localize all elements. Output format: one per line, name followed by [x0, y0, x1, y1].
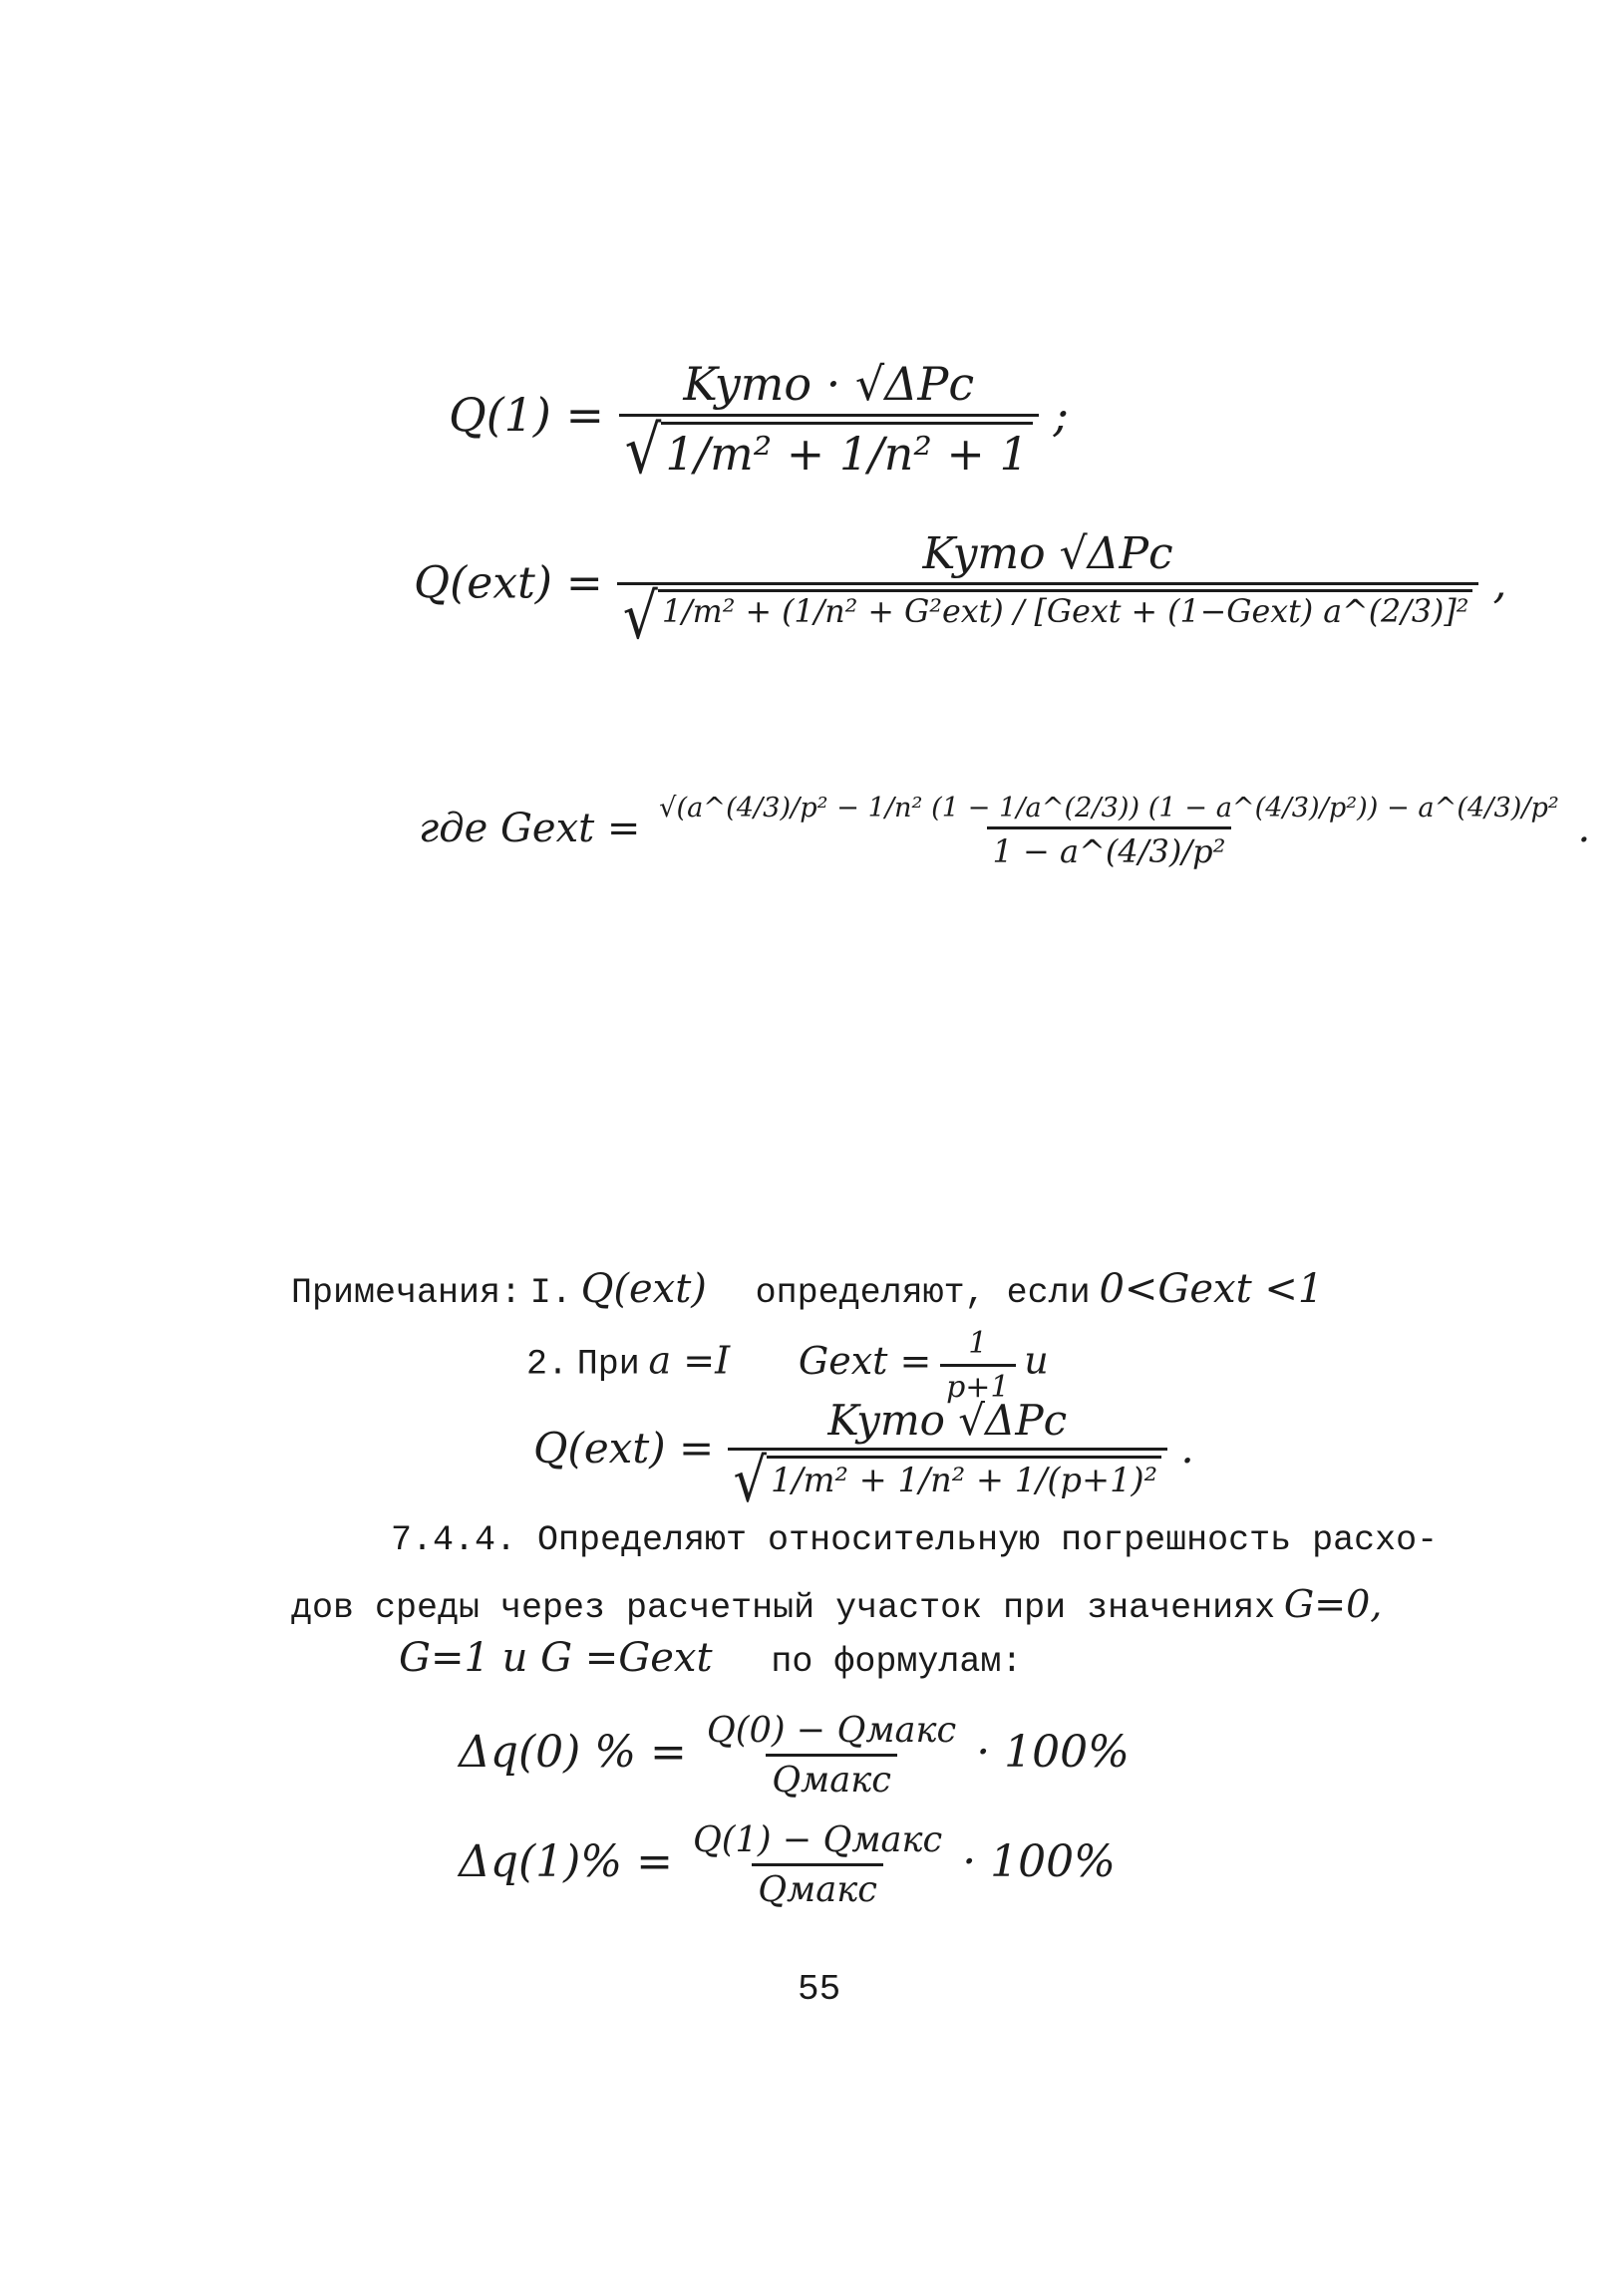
notes-item-1 [291, 1266, 1323, 1313]
formula-qext-a1-root: √ 1/m² + 1/n² + 1/(p+1)² [734, 1456, 1162, 1508]
paragraph-line-2 [291, 1582, 1382, 1628]
formula-qext-tail: , [1492, 557, 1507, 609]
formula-dq1-denominator: Qмакс [752, 1863, 883, 1910]
notes-item-2-gext: Gext = [798, 1338, 932, 1383]
notes-item-2-text: При [576, 1344, 640, 1385]
formula-gext-numerator: √(a^(4/3)/p² − 1/n² (1 − 1/a^(2/3)) (1 − a^(4/3)/p²)) − a^(4/3)/p² [659, 793, 1559, 823]
formula-gext-tail: . [1577, 806, 1591, 851]
formula-dq1-tail: · 100% [962, 1836, 1116, 1887]
formula-qext-a1 [533, 1396, 1194, 1516]
formula-gext [419, 793, 1590, 870]
formula-q1-lhs: Q(1) = [449, 387, 605, 442]
sqrt-sign-icon: √ [622, 579, 658, 653]
formula-q1-denominator [619, 411, 1039, 489]
notes-item-2-a: a =I [648, 1338, 731, 1383]
formula-qext-a1-fraction [728, 1396, 1168, 1516]
paragraph-line-2-text: дов среды через расчетный участок при значениях [291, 1588, 1276, 1628]
notes-label: Примечания: [291, 1273, 522, 1313]
formula-qext-a1-tail: . [1180, 1424, 1194, 1474]
paragraph-line-3-symbol: G=1 и G =Gext [399, 1635, 713, 1681]
formula-qext-a1-numerator: Kyто √ΔPc [827, 1396, 1068, 1445]
formula-gext-lhs: где Gext = [419, 806, 641, 851]
formula-dq1-lhs: Δq(1)% = [459, 1836, 673, 1887]
formula-gext-fraction [653, 793, 1565, 870]
notes-item-1-symbol: Q(ext) [580, 1266, 707, 1312]
formula-q1-tail: ; [1053, 387, 1069, 442]
formula-qext-a1-denominator [728, 1446, 1168, 1516]
formula-qext-a1-lhs: Q(ext) = [533, 1424, 715, 1474]
sqrt-sign-icon: √ [733, 1446, 767, 1516]
formula-dq0-numerator: Q(0) − Qмакс [706, 1710, 957, 1751]
sqrt-sign-icon: √ [624, 411, 662, 489]
page-number: 55 [798, 1969, 841, 2010]
formula-qext-fraction [617, 528, 1479, 653]
paragraph-line-2-symbol: G=0, [1283, 1582, 1383, 1626]
formula-q1 [449, 357, 1069, 489]
formula-q1-numerator: Kyто · √ΔPc [683, 357, 975, 411]
formula-qext-denominator [617, 579, 1479, 653]
paragraph-line-3-text: по формулам: [771, 1642, 1023, 1682]
formula-dq1 [459, 1819, 1116, 1910]
formula-dq1-fraction [687, 1819, 948, 1910]
formula-dq1-numerator: Q(1) − Qмакс [692, 1819, 943, 1860]
formula-qext-root: √ 1/m² + (1/n² + G²ext) / [Gext + (1−Gext) a^(2/3)]² [623, 589, 1473, 644]
formula-dq0-denominator: Qмакс [766, 1754, 897, 1801]
notes-item-1-condition: 0<Gext <1 [1099, 1266, 1324, 1312]
formula-qext-numerator: Kyто √ΔPc [922, 528, 1173, 579]
formula-dq0-tail: · 100% [976, 1727, 1130, 1778]
formula-qext [414, 528, 1507, 653]
formula-qext-lhs: Q(ext) = [414, 557, 603, 609]
notes-item-2-and: и [1024, 1338, 1049, 1383]
formula-gext-denominator: 1 − a^(4/3)/p² [987, 826, 1232, 870]
formula-dq0 [459, 1710, 1130, 1801]
notes-item-2 [526, 1326, 1049, 1405]
formula-q1-fraction [619, 357, 1039, 489]
notes-item-1-number: I. [529, 1273, 572, 1313]
formula-dq0-fraction [701, 1710, 962, 1801]
notes-item-1-text: определяют, если [755, 1273, 1091, 1313]
paragraph-line-1: 7.4.4. Определяют относительную погрешность расхо- [391, 1520, 1439, 1560]
notes-item-2-fraction: $\frac{1}{p+1}$ [940, 1326, 1015, 1405]
formula-q1-root: √ 1/m² + 1/n² + 1 [625, 422, 1033, 481]
notes-item-2-number: 2. [526, 1344, 569, 1385]
paragraph-line-3 [399, 1635, 1022, 1682]
formula-dq0-lhs: Δq(0) % = [459, 1727, 687, 1778]
